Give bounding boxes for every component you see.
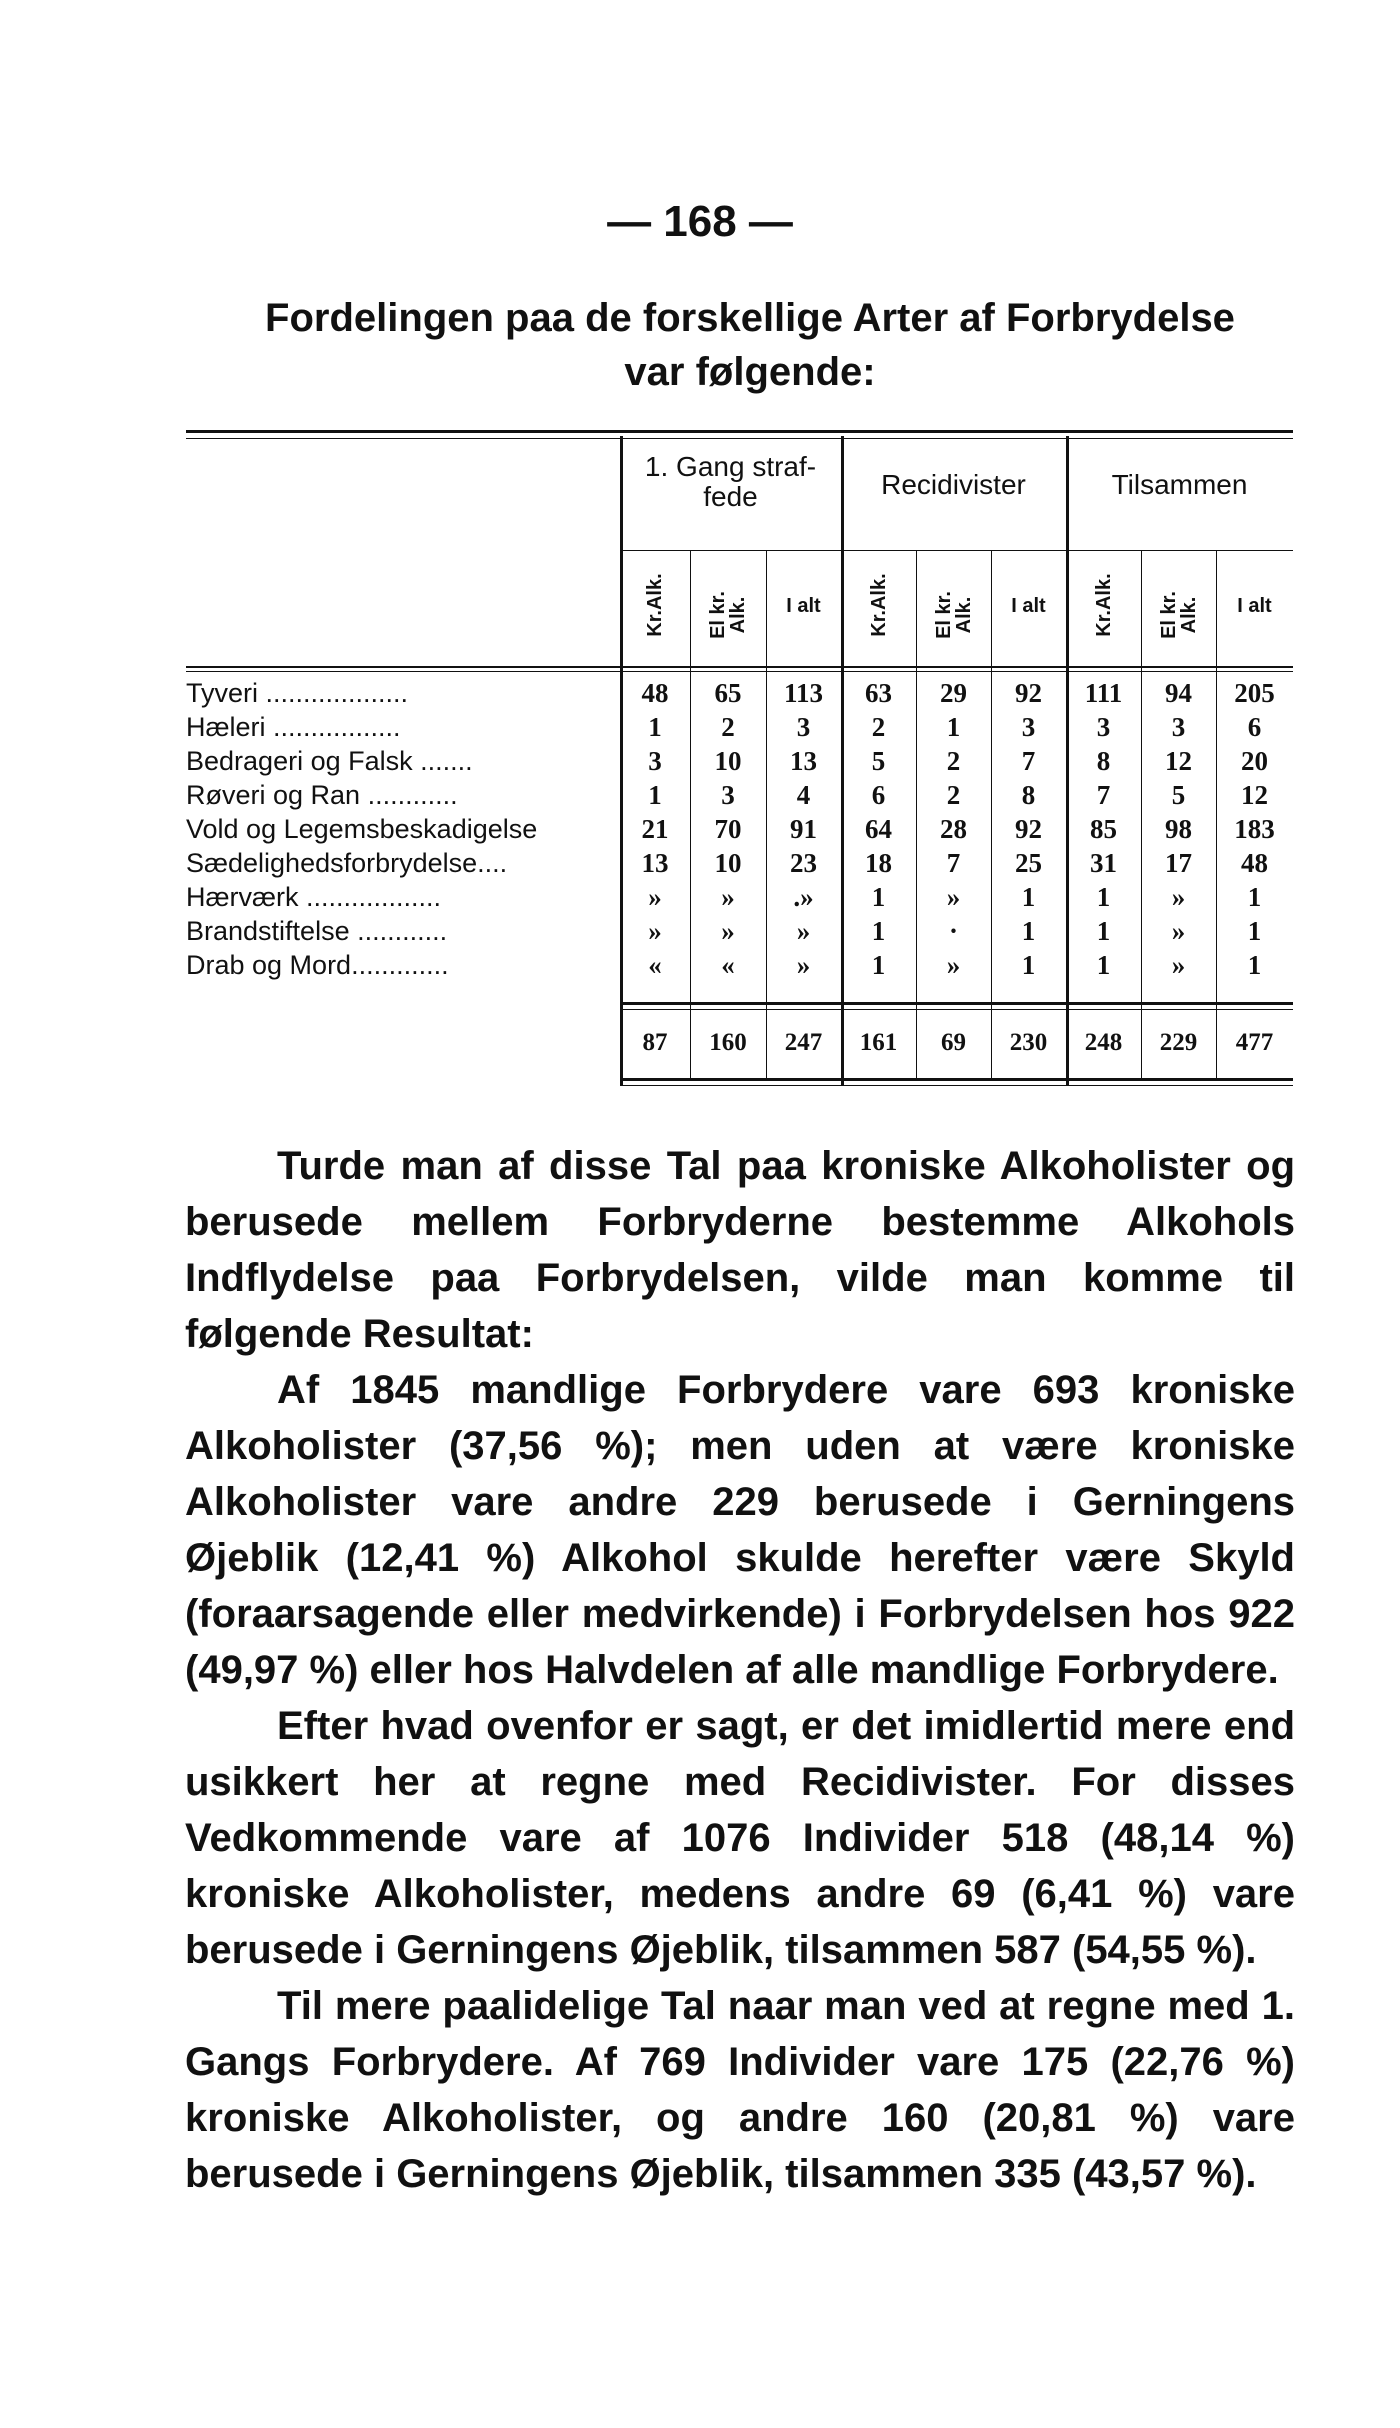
table-cell: 1 [1021, 882, 1036, 912]
table-cell: 1 [871, 882, 886, 912]
table-cell: » [1171, 950, 1186, 980]
table-cell: 2 [946, 746, 961, 776]
col-divider [766, 550, 767, 1080]
rule-totals-top-2 [620, 1009, 1293, 1010]
table-row-label: Bedrageri og Falsk ....... [186, 746, 473, 776]
table-cell: 1 [1096, 916, 1111, 946]
table-cell: 1 [1096, 882, 1111, 912]
table-row-label: Sædelighedsforbrydelse.... [186, 848, 508, 878]
table-cell: 91 [790, 814, 817, 844]
heading-line-2: var følgende: [624, 350, 876, 394]
table-cell: 98 [1165, 814, 1192, 844]
paragraph-1: Turde man af disse Tal paa kroniske Alkoholister og berusede mellem Forbryderne bestemme Alkohols Indflydelse paa Forbrydelsen, vilde man komme til følgende Resultat: [185, 1144, 1295, 1356]
column-subheader: I alt [1237, 595, 1272, 617]
table-total-cell: 248 [1084, 1029, 1123, 1056]
table-cell: 2 [946, 780, 961, 810]
column-subheader: I alt [786, 595, 821, 617]
table-cell: 92 [1015, 678, 1042, 708]
table-cell: 7 [1021, 746, 1036, 776]
group-header: 1. Gang straf- fede [644, 451, 817, 512]
table-cell: 3 [648, 746, 662, 776]
table-cell: 5 [1171, 780, 1186, 810]
body-text [185, 1138, 1295, 2202]
rule-subheader [620, 550, 1293, 551]
col-divider [841, 436, 844, 1086]
table-cell: 20 [1241, 746, 1268, 776]
col-divider [1066, 436, 1069, 1086]
column-subheader: I alt [1011, 595, 1046, 617]
table-cell: 113 [783, 678, 823, 708]
table-cell: 3 [721, 780, 735, 810]
rule-bottom-2 [620, 1085, 1293, 1086]
table-cell: 10 [714, 848, 742, 878]
table-cell: » [946, 882, 961, 912]
table-cell: 7 [1096, 780, 1111, 810]
table-row-label: Vold og Legemsbeskadigelse [186, 814, 538, 844]
table-cell: 2 [721, 712, 735, 742]
table-cell: 1 [648, 780, 662, 810]
column-subheader: Kr.Alk. [644, 573, 666, 637]
table-cell: » [721, 882, 735, 912]
table-cell: 1 [1247, 950, 1262, 980]
table-cell: 8 [1021, 780, 1036, 810]
table-row-label: Brandstiftelse ............ [186, 916, 448, 946]
table-cell: 1 [1096, 950, 1111, 980]
rule-bottom [620, 1078, 1293, 1081]
table-row-label: Hærværk .................. [186, 882, 442, 912]
table-cell: 65 [714, 678, 742, 708]
table-cell: 4 [796, 780, 811, 810]
table-total-cell: 87 [642, 1029, 668, 1056]
table-cell: 31 [1090, 848, 1117, 878]
rule-top [186, 430, 1293, 433]
table-cell: 17 [1165, 848, 1192, 878]
table-total-cell: 229 [1159, 1029, 1198, 1056]
col-divider [620, 436, 623, 1086]
rule-header-bottom-2 [186, 671, 1293, 672]
table-cell: 1 [946, 712, 961, 742]
table-cell: » [1171, 916, 1186, 946]
table-cell: 3 [796, 712, 811, 742]
table-total-cell: 230 [1009, 1029, 1048, 1056]
table-cell: » [796, 916, 811, 946]
table-cell: » [648, 882, 662, 912]
table-row-label: Tyveri ................... [186, 678, 409, 708]
page-number: — 168 — [607, 197, 793, 246]
rule-totals-top [620, 1002, 1293, 1005]
table-cell: 111 [1084, 678, 1123, 708]
table-cell: 92 [1015, 814, 1042, 844]
table-cell: 13 [641, 848, 669, 878]
table-cell: 8 [1096, 746, 1111, 776]
table-cell: » [648, 916, 662, 946]
table-cell: 3 [1096, 712, 1111, 742]
table-cell: 3 [1021, 712, 1036, 742]
col-divider [690, 550, 691, 1080]
paragraph-4: Til mere paalidelige Tal naar man ved at regne med 1. Gangs Forbrydere. Af 769 Individer vare 175 (22,76 %) kroniske Alkoholister, og andre 160 (20,81 %) vare berusede i Gerningens Øjeblik, tilsammen 335 (43,57 %). [185, 1984, 1295, 2196]
table-cell: 25 [1015, 848, 1042, 878]
table-cell: 63 [865, 678, 892, 708]
table-cell: 1 [871, 950, 886, 980]
table-row-label: Drab og Mord............. [186, 950, 449, 980]
table-cell: 1 [1021, 916, 1036, 946]
rule-top-2 [186, 438, 1293, 439]
table-cell: 29 [940, 678, 967, 708]
table-cell: 2 [871, 712, 886, 742]
column-subheader: Kr.Alk. [1092, 573, 1115, 637]
table-row-label: Røveri og Ran ............ [186, 780, 458, 810]
table-total-cell: 247 [784, 1029, 823, 1056]
table-total-cell: 69 [941, 1029, 966, 1056]
table-total-cell: 160 [709, 1029, 747, 1056]
crime-distribution-table [186, 430, 1293, 1090]
group-header: Recidivister [881, 469, 1026, 500]
table-cell: 64 [865, 814, 892, 844]
table-cell: 21 [641, 814, 669, 844]
table-cell: 1 [871, 916, 886, 946]
heading-line-1: Fordelingen paa de forskellige Arter af Forbrydelse [265, 296, 1235, 340]
table-cell: 3 [1171, 712, 1186, 742]
table-cell: 1 [648, 712, 662, 742]
group-header: Tilsammen [1111, 469, 1248, 500]
table-cell: 13 [790, 746, 817, 776]
column-subheader: El kr. Alk. [1157, 591, 1200, 639]
table-total-cell: 161 [859, 1029, 898, 1056]
table-total-cell: 477 [1235, 1029, 1274, 1056]
column-subheader: Kr.Alk. [867, 573, 890, 637]
table-cell: 94 [1165, 678, 1192, 708]
table-cell: 48 [641, 678, 669, 708]
table-cell: 12 [1165, 746, 1192, 776]
col-divider [1141, 550, 1142, 1080]
table-cell: » [721, 916, 735, 946]
table-cell: 28 [940, 814, 967, 844]
table-cell: 183 [1234, 814, 1275, 844]
table-cell: 12 [1241, 780, 1268, 810]
table-cell: 1 [1021, 950, 1036, 980]
table-cell: 10 [714, 746, 742, 776]
table-cell: 7 [946, 848, 961, 878]
table-cell: .» [793, 882, 814, 912]
table-row-label: Hæleri ................. [186, 712, 401, 742]
table-cell: 48 [1241, 848, 1268, 878]
column-subheader: El kr. Alk. [932, 591, 975, 639]
col-divider [916, 550, 917, 1080]
table-cell: 85 [1090, 814, 1117, 844]
table-cell: « [648, 950, 662, 980]
table-cell: » [1171, 882, 1186, 912]
table-cell: 70 [714, 814, 742, 844]
table-cell: 6 [871, 780, 886, 810]
table-cell: » [796, 950, 811, 980]
rule-header-bottom [186, 666, 1293, 668]
table-cell: » [946, 950, 961, 980]
column-subheader: El kr. Alk. [707, 591, 749, 639]
paragraph-2: Af 1845 mandlige Forbrydere vare 693 kroniske Alkoholister (37,56 %); men uden at være kroniske Alkoholister vare andre 229 berusede i Gerningens Øjeblik (12,41 %) Alkohol skulde herefter være Skyld (foraarsagende eller medvirkende) i Forbrydelsen hos 922 (49,97 %) eller hos Halvdelen af alle mandlige Forbrydere. [185, 1368, 1295, 1692]
table-cell: « [721, 950, 735, 980]
col-divider [1216, 550, 1217, 1080]
table-cell: 6 [1247, 712, 1262, 742]
paragraph-3: Efter hvad ovenfor er sagt, er det imidlertid mere end usikkert her at regne med Recidivister. For disses Vedkommende vare af 1076 Individer 518 (48,14 %) kroniske Alkoholister, medens andre 69 (6,41 %) vare berusede i Gerningens Øjeblik, tilsammen 587 (54,55 %). [185, 1704, 1295, 1972]
table-cell: 1 [1247, 882, 1262, 912]
table-cell: 18 [865, 848, 892, 878]
table-cell: 205 [1234, 678, 1275, 708]
table-cell: 1 [1247, 916, 1262, 946]
col-divider [991, 550, 992, 1080]
table-cell: 5 [871, 746, 886, 776]
table-cell: · [948, 916, 958, 946]
table-cell: 23 [790, 848, 817, 878]
